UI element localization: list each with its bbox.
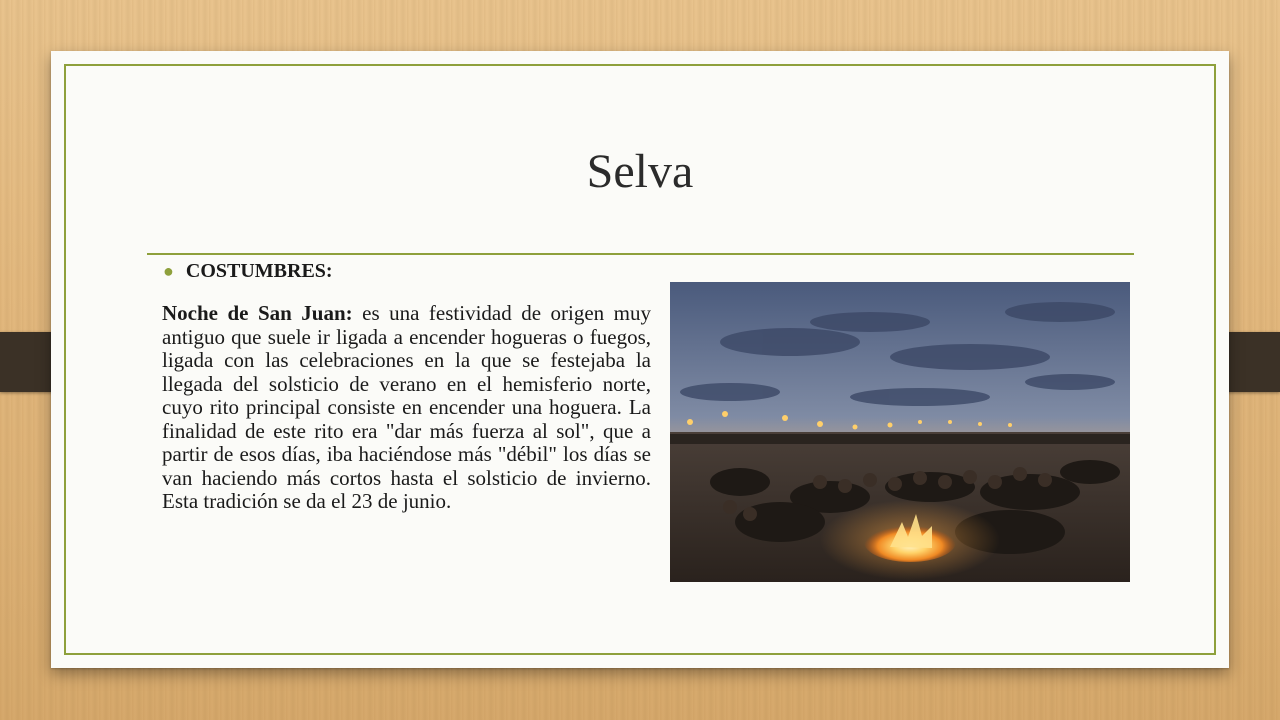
bullet-heading-row (163, 260, 333, 283)
paragraph-lead: Noche de San Juan: (162, 301, 353, 325)
photo-illustration (670, 282, 1130, 582)
paragraph-body: es una festividad de origen muy antiguo que suele ir ligada a encender hogueras o fuegos, ligada con las celebraciones en la que se festejaba la llegada del solsticio de verano en el hemisferio norte, cuyo rito principal consiste en encender una hoguera. La finalidad de este rito era "dar más fuerza al sol", que a partir de esos días, iba haciéndose más "débil" los días se van haciendo más cortos hasta el solsticio de invierno. Esta tradición se da el 23 de junio. (162, 301, 651, 513)
slide-title: Selva (586, 145, 694, 198)
bullet-heading: COSTUMBRES: (185, 260, 333, 282)
beach-bonfire-photo (670, 282, 1130, 582)
body-paragraph (162, 302, 651, 514)
bullet-icon: ● (163, 261, 174, 281)
title-divider (147, 253, 1134, 255)
